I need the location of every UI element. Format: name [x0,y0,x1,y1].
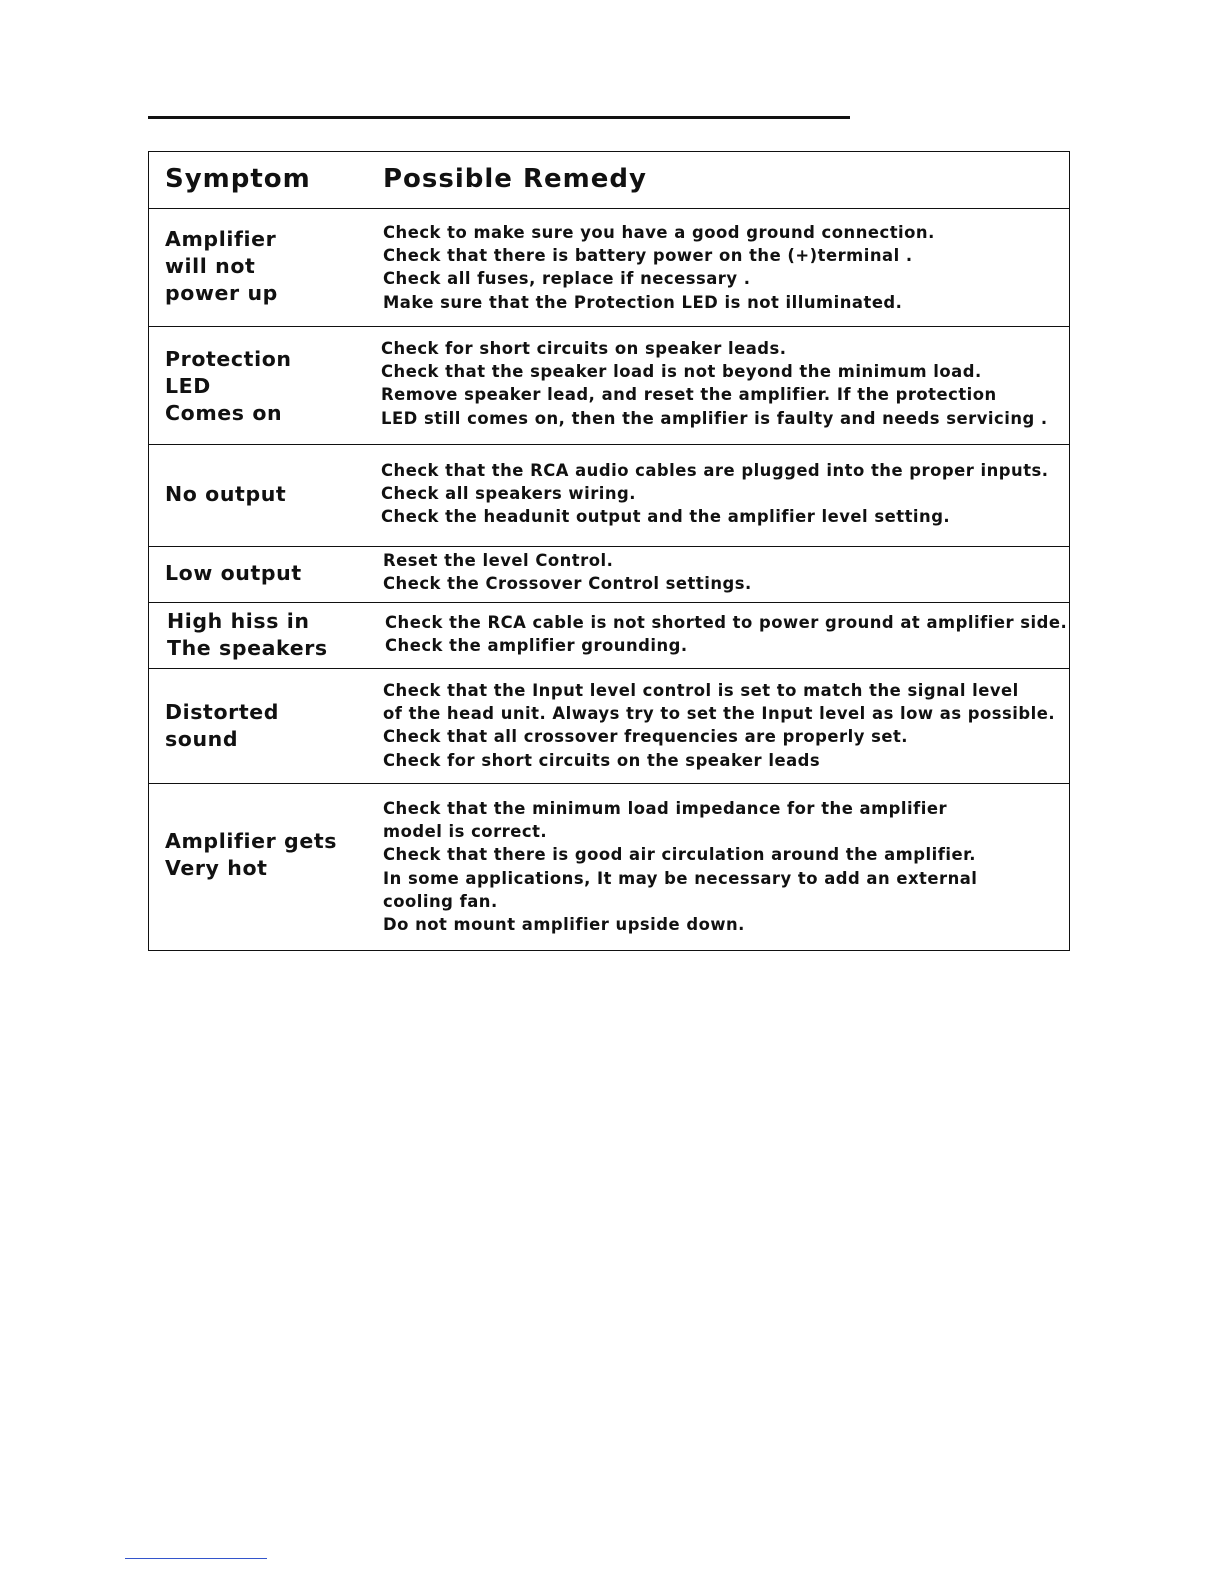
remedy-line: Check that there is good air circulation around the amplifier. [383,845,977,865]
remedy-cell [383,679,1055,772]
remedy-line: Make sure that the Protection LED is not illuminated. [383,292,903,312]
remedy-line: Check that there is battery power on the (+)terminal . [383,246,913,266]
table-row [149,783,1069,950]
remedy-line: Check that all crossover frequencies are properly set. [383,727,909,747]
table-row [149,208,1069,326]
remedy-line: Check the amplifier grounding. [385,636,688,656]
remedy-cell [381,337,1048,430]
table-header-row [149,152,1069,208]
symptom-cell: Amplifier will not power up [165,227,278,305]
remedy-cell [385,611,1067,657]
remedy-line: of the head unit. Always try to set the Input level as low as possible. [383,704,1056,724]
remedy-line: Check the headunit output and the amplifier level setting. [381,507,951,527]
symptom-column-header: Symptom [165,164,311,194]
symptom-cell: No output [165,482,287,506]
top-divider-line [148,116,850,119]
remedy-line: Check the Crossover Control settings. [383,574,752,594]
remedy-line: In some applications, It may be necessary to add an external [383,868,978,888]
remedy-line: Check the RCA cable is not shorted to power ground at amplifier side. [385,613,1068,632]
symptom-cell: Low output [165,561,302,585]
symptom-cell: Amplifier gets Very hot [165,829,338,880]
troubleshooting-table [148,151,1070,951]
remedy-line: Check that the minimum load impedance for the amplifier [383,799,948,818]
remedy-line: model is correct. [383,822,548,842]
symptom-cell: Distorted sound [165,700,280,751]
remedy-line: Check that the Input level control is set to match the signal level [383,681,1019,700]
remedy-line: Check to make sure you have a good ground connection. [383,223,935,242]
table-row [149,546,1069,602]
table-row [149,326,1069,444]
remedy-cell [381,459,1049,529]
remedy-line: Check all fuses, replace if necessary . [383,269,751,289]
table-row [149,668,1069,783]
remedy-line: Check that the speaker load is not beyond the minimum load. [381,362,982,382]
remedy-cell [383,221,935,314]
remedy-cell [383,549,752,595]
remedy-line: Check that the RCA audio cables are plugged into the proper inputs. [381,461,1049,480]
symptom-cell: Protection LED Comes on [165,347,292,425]
remedy-cell [383,797,977,936]
remedy-line: LED still comes on, then the amplifier is faulty and needs servicing . [381,408,1048,428]
remedy-line: Check for short circuits on speaker leads. [381,339,787,358]
table-row [149,444,1069,546]
remedy-line: Remove speaker lead, and reset the amplifier. If the protection [381,385,997,405]
remedy-line: Check all speakers wiring. [381,484,637,504]
remedy-line: Reset the level Control. [383,551,614,570]
table-row [149,602,1069,668]
symptom-cell: High hiss in The speakers [167,609,328,660]
remedy-line: cooling fan. [383,891,498,911]
remedy-line: Check for short circuits on the speaker leads [383,750,821,770]
footer-link-underline [125,1558,267,1559]
remedy-column-header: Possible Remedy [383,164,647,194]
remedy-line: Do not mount amplifier upside down. [383,915,745,935]
